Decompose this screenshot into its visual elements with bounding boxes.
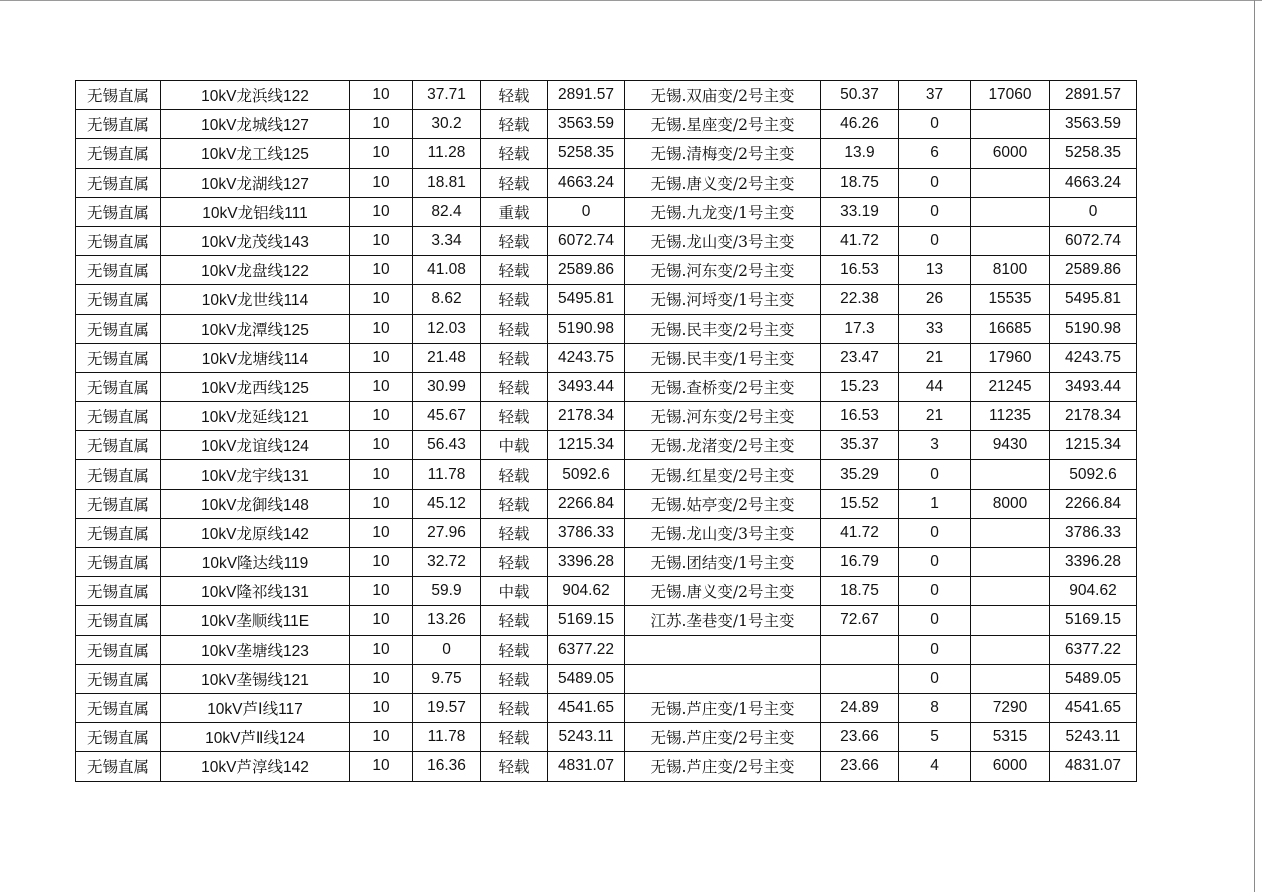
- substation-cell: 无锡.姑亭变/2号主变: [625, 489, 821, 518]
- line-name-cell: 10kV芦Ⅱ线124: [161, 723, 350, 752]
- table-row: [76, 664, 1137, 693]
- transformer-load-cell: 13.9: [821, 139, 899, 168]
- substation-cell: 无锡.龙山变/3号主变: [625, 518, 821, 547]
- line-name-cell: 10kV龙谊线124: [161, 431, 350, 460]
- substation-cell: 无锡.芦庄变/2号主变: [625, 752, 821, 781]
- line-name-cell: 10kV垄塘线123: [161, 635, 350, 664]
- capacity-cell: 6377.22: [548, 635, 625, 664]
- count-cell: 5: [899, 723, 971, 752]
- substation-cell: [625, 664, 821, 693]
- count-capacity-cell: [971, 518, 1050, 547]
- load-rate-cell: 0: [413, 635, 481, 664]
- table-row: [76, 110, 1137, 139]
- load-rate-cell: 56.43: [413, 431, 481, 460]
- table-row: [76, 81, 1137, 110]
- table-row: [76, 518, 1137, 547]
- count-capacity-cell: 16685: [971, 314, 1050, 343]
- line-name-cell: 10kV龙原线142: [161, 518, 350, 547]
- voltage-cell: 10: [350, 664, 413, 693]
- capacity-cell: 4243.75: [548, 343, 625, 372]
- transformer-load-cell: 23.66: [821, 723, 899, 752]
- count-cell: 44: [899, 372, 971, 401]
- voltage-cell: 10: [350, 226, 413, 255]
- substation-cell: 无锡.河东变/2号主变: [625, 402, 821, 431]
- count-cell: 37: [899, 81, 971, 110]
- table-row: [76, 372, 1137, 401]
- table-row: [76, 402, 1137, 431]
- table-row: [76, 752, 1137, 781]
- unit-cell: 无锡直属: [76, 460, 161, 489]
- table-row: [76, 606, 1137, 635]
- substation-cell: 无锡.星座变/2号主变: [625, 110, 821, 139]
- load-rate-cell: 11.78: [413, 723, 481, 752]
- transformer-load-cell: 50.37: [821, 81, 899, 110]
- capacity-cell: 5092.6: [548, 460, 625, 489]
- count-capacity-cell: [971, 664, 1050, 693]
- voltage-cell: 10: [350, 285, 413, 314]
- capacity-cell: 5258.35: [548, 139, 625, 168]
- available-capacity-cell: 2891.57: [1050, 81, 1137, 110]
- available-capacity-cell: 3396.28: [1050, 548, 1137, 577]
- voltage-cell: 10: [350, 548, 413, 577]
- voltage-cell: 10: [350, 402, 413, 431]
- available-capacity-cell: 6072.74: [1050, 226, 1137, 255]
- unit-cell: 无锡直属: [76, 723, 161, 752]
- capacity-cell: 6072.74: [548, 226, 625, 255]
- voltage-cell: 10: [350, 314, 413, 343]
- voltage-cell: 10: [350, 460, 413, 489]
- unit-cell: 无锡直属: [76, 168, 161, 197]
- table-row: [76, 577, 1137, 606]
- substation-cell: 无锡.芦庄变/2号主变: [625, 723, 821, 752]
- load-rate-cell: 30.99: [413, 372, 481, 401]
- page-right-edge: [1254, 0, 1255, 892]
- voltage-cell: 10: [350, 752, 413, 781]
- substation-cell: 无锡.唐义变/2号主变: [625, 168, 821, 197]
- load-state-cell: 轻载: [481, 723, 548, 752]
- voltage-cell: 10: [350, 110, 413, 139]
- available-capacity-cell: 5169.15: [1050, 606, 1137, 635]
- load-rate-cell: 3.34: [413, 226, 481, 255]
- available-capacity-cell: 3786.33: [1050, 518, 1137, 547]
- line-name-cell: 10kV龙西线125: [161, 372, 350, 401]
- count-cell: 0: [899, 635, 971, 664]
- count-capacity-cell: 7290: [971, 693, 1050, 722]
- transformer-load-cell: 15.23: [821, 372, 899, 401]
- transformer-load-cell: 16.53: [821, 256, 899, 285]
- unit-cell: 无锡直属: [76, 402, 161, 431]
- load-rate-cell: 18.81: [413, 168, 481, 197]
- available-capacity-cell: 3563.59: [1050, 110, 1137, 139]
- count-capacity-cell: 17060: [971, 81, 1050, 110]
- load-state-cell: 轻载: [481, 635, 548, 664]
- unit-cell: 无锡直属: [76, 548, 161, 577]
- substation-cell: 无锡.团结变/1号主变: [625, 548, 821, 577]
- available-capacity-cell: 6377.22: [1050, 635, 1137, 664]
- voltage-cell: 10: [350, 372, 413, 401]
- count-cell: 13: [899, 256, 971, 285]
- table-row: [76, 693, 1137, 722]
- count-cell: 33: [899, 314, 971, 343]
- substation-cell: 江苏.垄巷变/1号主变: [625, 606, 821, 635]
- line-name-cell: 10kV龙工线125: [161, 139, 350, 168]
- unit-cell: 无锡直属: [76, 285, 161, 314]
- unit-cell: 无锡直属: [76, 752, 161, 781]
- load-state-cell: 中载: [481, 431, 548, 460]
- line-name-cell: 10kV龙茂线143: [161, 226, 350, 255]
- available-capacity-cell: 4663.24: [1050, 168, 1137, 197]
- load-rate-cell: 59.9: [413, 577, 481, 606]
- load-state-cell: 轻载: [481, 256, 548, 285]
- feeder-load-table: [75, 80, 1137, 782]
- available-capacity-cell: 5243.11: [1050, 723, 1137, 752]
- line-name-cell: 10kV龙浜线122: [161, 81, 350, 110]
- line-name-cell: 10kV隆祁线131: [161, 577, 350, 606]
- capacity-cell: 904.62: [548, 577, 625, 606]
- table-row: [76, 431, 1137, 460]
- table-row: [76, 635, 1137, 664]
- available-capacity-cell: 4831.07: [1050, 752, 1137, 781]
- transformer-load-cell: 23.66: [821, 752, 899, 781]
- count-capacity-cell: 9430: [971, 431, 1050, 460]
- line-name-cell: 10kV隆达线119: [161, 548, 350, 577]
- transformer-load-cell: 16.53: [821, 402, 899, 431]
- substation-cell: 无锡.龙山变/3号主变: [625, 226, 821, 255]
- transformer-load-cell: 72.67: [821, 606, 899, 635]
- load-state-cell: 轻载: [481, 285, 548, 314]
- load-rate-cell: 30.2: [413, 110, 481, 139]
- capacity-cell: 4831.07: [548, 752, 625, 781]
- load-state-cell: 轻载: [481, 343, 548, 372]
- transformer-load-cell: 41.72: [821, 518, 899, 547]
- capacity-cell: 0: [548, 197, 625, 226]
- line-name-cell: 10kV垄锡线121: [161, 664, 350, 693]
- substation-cell: 无锡.河东变/2号主变: [625, 256, 821, 285]
- available-capacity-cell: 0: [1050, 197, 1137, 226]
- table-row: [76, 343, 1137, 372]
- table-row: [76, 139, 1137, 168]
- capacity-cell: 4541.65: [548, 693, 625, 722]
- substation-cell: [625, 635, 821, 664]
- line-name-cell: 10kV芦淳线142: [161, 752, 350, 781]
- transformer-load-cell: 35.29: [821, 460, 899, 489]
- voltage-cell: 10: [350, 256, 413, 285]
- capacity-cell: 3493.44: [548, 372, 625, 401]
- substation-cell: 无锡.民丰变/1号主变: [625, 343, 821, 372]
- count-cell: 21: [899, 343, 971, 372]
- voltage-cell: 10: [350, 431, 413, 460]
- count-capacity-cell: [971, 548, 1050, 577]
- transformer-load-cell: 33.19: [821, 197, 899, 226]
- count-cell: 3: [899, 431, 971, 460]
- capacity-cell: 2589.86: [548, 256, 625, 285]
- substation-cell: 无锡.唐义变/2号主变: [625, 577, 821, 606]
- load-rate-cell: 13.26: [413, 606, 481, 635]
- voltage-cell: 10: [350, 81, 413, 110]
- table-row: [76, 460, 1137, 489]
- transformer-load-cell: 24.89: [821, 693, 899, 722]
- capacity-cell: 5489.05: [548, 664, 625, 693]
- capacity-cell: 3563.59: [548, 110, 625, 139]
- count-cell: 0: [899, 548, 971, 577]
- line-name-cell: 10kV芦Ⅰ线117: [161, 693, 350, 722]
- load-rate-cell: 45.12: [413, 489, 481, 518]
- substation-cell: 无锡.清梅变/2号主变: [625, 139, 821, 168]
- unit-cell: 无锡直属: [76, 635, 161, 664]
- capacity-cell: 2266.84: [548, 489, 625, 518]
- load-state-cell: 重载: [481, 197, 548, 226]
- count-capacity-cell: [971, 460, 1050, 489]
- table-row: [76, 197, 1137, 226]
- unit-cell: 无锡直属: [76, 518, 161, 547]
- capacity-cell: 5190.98: [548, 314, 625, 343]
- load-rate-cell: 11.78: [413, 460, 481, 489]
- table-row: [76, 285, 1137, 314]
- transformer-load-cell: 46.26: [821, 110, 899, 139]
- table-row: [76, 548, 1137, 577]
- load-state-cell: 轻载: [481, 139, 548, 168]
- voltage-cell: 10: [350, 518, 413, 547]
- count-cell: 0: [899, 226, 971, 255]
- load-rate-cell: 37.71: [413, 81, 481, 110]
- voltage-cell: 10: [350, 343, 413, 372]
- table-row: [76, 168, 1137, 197]
- table-row: [76, 256, 1137, 285]
- capacity-cell: 1215.34: [548, 431, 625, 460]
- count-cell: 4: [899, 752, 971, 781]
- count-capacity-cell: [971, 226, 1050, 255]
- line-name-cell: 10kV龙潭线125: [161, 314, 350, 343]
- line-name-cell: 10kV龙塘线114: [161, 343, 350, 372]
- count-cell: 0: [899, 197, 971, 226]
- load-state-cell: 轻载: [481, 548, 548, 577]
- unit-cell: 无锡直属: [76, 81, 161, 110]
- available-capacity-cell: 5489.05: [1050, 664, 1137, 693]
- count-cell: 6: [899, 139, 971, 168]
- count-capacity-cell: 15535: [971, 285, 1050, 314]
- count-capacity-cell: 17960: [971, 343, 1050, 372]
- load-state-cell: 轻载: [481, 168, 548, 197]
- voltage-cell: 10: [350, 489, 413, 518]
- load-rate-cell: 82.4: [413, 197, 481, 226]
- available-capacity-cell: 904.62: [1050, 577, 1137, 606]
- transformer-load-cell: 23.47: [821, 343, 899, 372]
- substation-cell: 无锡.民丰变/2号主变: [625, 314, 821, 343]
- available-capacity-cell: 5092.6: [1050, 460, 1137, 489]
- count-capacity-cell: [971, 577, 1050, 606]
- line-name-cell: 10kV垄顺线11E: [161, 606, 350, 635]
- table-row: [76, 226, 1137, 255]
- count-capacity-cell: [971, 110, 1050, 139]
- count-capacity-cell: [971, 635, 1050, 664]
- unit-cell: 无锡直属: [76, 314, 161, 343]
- line-name-cell: 10kV龙御线148: [161, 489, 350, 518]
- line-name-cell: 10kV龙铝线111: [161, 197, 350, 226]
- capacity-cell: 2891.57: [548, 81, 625, 110]
- load-rate-cell: 27.96: [413, 518, 481, 547]
- substation-cell: 无锡.双庙变/2号主变: [625, 81, 821, 110]
- voltage-cell: 10: [350, 723, 413, 752]
- count-cell: 0: [899, 518, 971, 547]
- table-row: [76, 314, 1137, 343]
- count-capacity-cell: [971, 168, 1050, 197]
- page-top-edge: [0, 0, 1262, 1]
- line-name-cell: 10kV龙世线114: [161, 285, 350, 314]
- table-row: [76, 723, 1137, 752]
- load-rate-cell: 11.28: [413, 139, 481, 168]
- capacity-cell: 5243.11: [548, 723, 625, 752]
- unit-cell: 无锡直属: [76, 431, 161, 460]
- count-capacity-cell: [971, 606, 1050, 635]
- count-cell: 1: [899, 489, 971, 518]
- load-state-cell: 轻载: [481, 314, 548, 343]
- unit-cell: 无锡直属: [76, 139, 161, 168]
- unit-cell: 无锡直属: [76, 664, 161, 693]
- load-rate-cell: 9.75: [413, 664, 481, 693]
- transformer-load-cell: 35.37: [821, 431, 899, 460]
- available-capacity-cell: 4541.65: [1050, 693, 1137, 722]
- capacity-cell: 3786.33: [548, 518, 625, 547]
- line-name-cell: 10kV龙延线121: [161, 402, 350, 431]
- voltage-cell: 10: [350, 139, 413, 168]
- voltage-cell: 10: [350, 606, 413, 635]
- load-state-cell: 轻载: [481, 606, 548, 635]
- unit-cell: 无锡直属: [76, 343, 161, 372]
- unit-cell: 无锡直属: [76, 197, 161, 226]
- load-rate-cell: 12.03: [413, 314, 481, 343]
- count-capacity-cell: 8000: [971, 489, 1050, 518]
- table-row: [76, 489, 1137, 518]
- voltage-cell: 10: [350, 693, 413, 722]
- transformer-load-cell: [821, 635, 899, 664]
- transformer-load-cell: 15.52: [821, 489, 899, 518]
- count-capacity-cell: 6000: [971, 752, 1050, 781]
- available-capacity-cell: 5495.81: [1050, 285, 1137, 314]
- count-cell: 0: [899, 460, 971, 489]
- load-state-cell: 轻载: [481, 372, 548, 401]
- load-state-cell: 轻载: [481, 402, 548, 431]
- capacity-cell: 5169.15: [548, 606, 625, 635]
- line-name-cell: 10kV龙湖线127: [161, 168, 350, 197]
- unit-cell: 无锡直属: [76, 577, 161, 606]
- substation-cell: 无锡.芦庄变/1号主变: [625, 693, 821, 722]
- load-state-cell: 轻载: [481, 664, 548, 693]
- load-rate-cell: 16.36: [413, 752, 481, 781]
- count-cell: 0: [899, 168, 971, 197]
- substation-cell: 无锡.龙渚变/2号主变: [625, 431, 821, 460]
- load-rate-cell: 41.08: [413, 256, 481, 285]
- available-capacity-cell: 4243.75: [1050, 343, 1137, 372]
- available-capacity-cell: 2589.86: [1050, 256, 1137, 285]
- load-rate-cell: 8.62: [413, 285, 481, 314]
- load-state-cell: 中载: [481, 577, 548, 606]
- substation-cell: 无锡.河埒变/1号主变: [625, 285, 821, 314]
- load-rate-cell: 19.57: [413, 693, 481, 722]
- capacity-cell: 3396.28: [548, 548, 625, 577]
- count-capacity-cell: 11235: [971, 402, 1050, 431]
- line-name-cell: 10kV龙城线127: [161, 110, 350, 139]
- count-cell: 0: [899, 577, 971, 606]
- unit-cell: 无锡直属: [76, 256, 161, 285]
- count-capacity-cell: 6000: [971, 139, 1050, 168]
- substation-cell: 无锡.查桥变/2号主变: [625, 372, 821, 401]
- count-cell: 0: [899, 606, 971, 635]
- substation-cell: 无锡.红星变/2号主变: [625, 460, 821, 489]
- load-state-cell: 轻载: [481, 110, 548, 139]
- load-rate-cell: 45.67: [413, 402, 481, 431]
- load-state-cell: 轻载: [481, 460, 548, 489]
- load-rate-cell: 32.72: [413, 548, 481, 577]
- line-name-cell: 10kV龙宇线131: [161, 460, 350, 489]
- substation-cell: 无锡.九龙变/1号主变: [625, 197, 821, 226]
- available-capacity-cell: 2178.34: [1050, 402, 1137, 431]
- transformer-load-cell: 18.75: [821, 168, 899, 197]
- unit-cell: 无锡直属: [76, 606, 161, 635]
- count-cell: 8: [899, 693, 971, 722]
- line-name-cell: 10kV龙盘线122: [161, 256, 350, 285]
- unit-cell: 无锡直属: [76, 489, 161, 518]
- voltage-cell: 10: [350, 635, 413, 664]
- count-capacity-cell: 21245: [971, 372, 1050, 401]
- capacity-cell: 4663.24: [548, 168, 625, 197]
- available-capacity-cell: 2266.84: [1050, 489, 1137, 518]
- load-state-cell: 轻载: [481, 518, 548, 547]
- available-capacity-cell: 5258.35: [1050, 139, 1137, 168]
- voltage-cell: 10: [350, 168, 413, 197]
- count-cell: 21: [899, 402, 971, 431]
- transformer-load-cell: [821, 664, 899, 693]
- count-capacity-cell: [971, 197, 1050, 226]
- count-capacity-cell: 5315: [971, 723, 1050, 752]
- voltage-cell: 10: [350, 577, 413, 606]
- count-cell: 26: [899, 285, 971, 314]
- table-body: [76, 81, 1137, 782]
- capacity-cell: 5495.81: [548, 285, 625, 314]
- unit-cell: 无锡直属: [76, 693, 161, 722]
- transformer-load-cell: 22.38: [821, 285, 899, 314]
- load-state-cell: 轻载: [481, 81, 548, 110]
- count-cell: 0: [899, 110, 971, 139]
- unit-cell: 无锡直属: [76, 110, 161, 139]
- count-cell: 0: [899, 664, 971, 693]
- transformer-load-cell: 41.72: [821, 226, 899, 255]
- unit-cell: 无锡直属: [76, 372, 161, 401]
- capacity-cell: 2178.34: [548, 402, 625, 431]
- load-state-cell: 轻载: [481, 489, 548, 518]
- load-state-cell: 轻载: [481, 752, 548, 781]
- transformer-load-cell: 16.79: [821, 548, 899, 577]
- load-state-cell: 轻载: [481, 226, 548, 255]
- transformer-load-cell: 18.75: [821, 577, 899, 606]
- load-rate-cell: 21.48: [413, 343, 481, 372]
- available-capacity-cell: 1215.34: [1050, 431, 1137, 460]
- available-capacity-cell: 5190.98: [1050, 314, 1137, 343]
- unit-cell: 无锡直属: [76, 226, 161, 255]
- available-capacity-cell: 3493.44: [1050, 372, 1137, 401]
- transformer-load-cell: 17.3: [821, 314, 899, 343]
- load-state-cell: 轻载: [481, 693, 548, 722]
- count-capacity-cell: 8100: [971, 256, 1050, 285]
- voltage-cell: 10: [350, 197, 413, 226]
